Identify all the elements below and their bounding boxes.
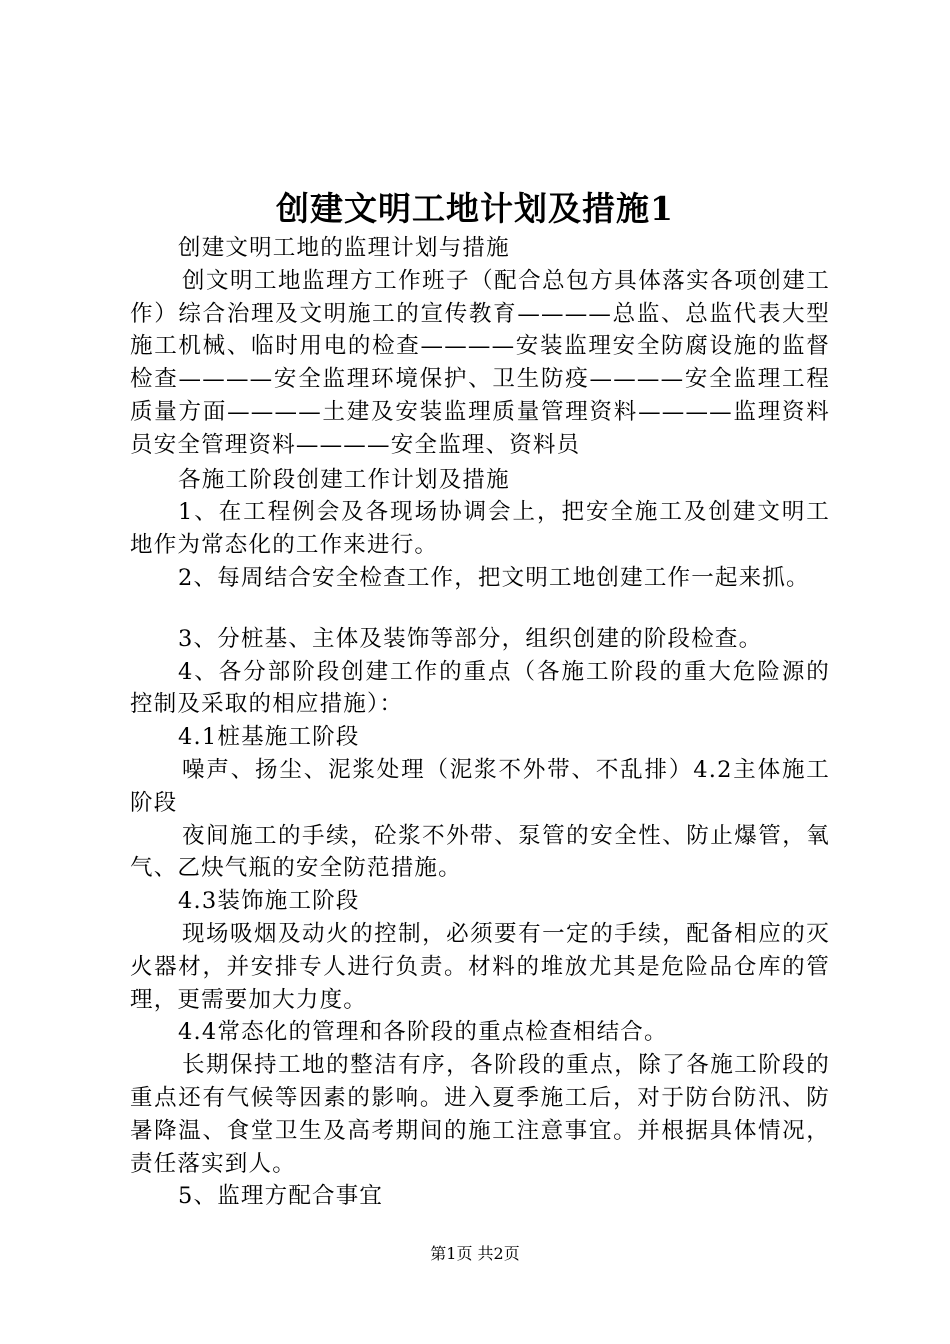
page-indicator: 第1页 共2页 bbox=[430, 1244, 520, 1263]
paragraph-item-1: 1、在工程例会及各现场协调会上，把安全施工及创建文明工地作为常态化的工作来进行。 bbox=[130, 499, 830, 559]
paragraph-item-4-3-detail: 现场吸烟及动火的控制，必须要有一定的手续，配备相应的灭火器材，并安排专人进行负责。材料的堆放尤其是危险品仓库的管理，更需要加大力度。 bbox=[130, 920, 830, 1013]
paragraph-subtitle: 创建文明工地的监理计划与措施 bbox=[178, 235, 510, 261]
paragraph-organization: 创文明工地监理方工作班子（配合总包方具体落实各项创建工作）综合治理及文明施工的宣传教育————总监、总监代表大型施工机械、临时用电的检查————安装监理安全防腐设施的监督检查————安全监理环境保护、卫生防疫————安全监理工程质量方面————土建及安装监理质量管理资料————监理资料员安全管理资料————安全监理、资料员 bbox=[130, 267, 830, 458]
paragraph-item-5: 5、监理方配合事宜 bbox=[178, 1183, 384, 1210]
paragraph-item-2: 2、每周结合安全检查工作，把文明工地创建工作一起来抓。 bbox=[178, 564, 810, 591]
paragraph-item-4: 4、各分部阶段创建工作的重点（各施工阶段的重大危险源的控制及采取的相应措施）： bbox=[130, 658, 830, 718]
paragraph-item-4-1-detail: 噪声、扬尘、泥浆处理（泥浆不外带、不乱排）4.2主体施工阶段 bbox=[130, 756, 830, 816]
paragraph-item-4-1: 4.1桩基施工阶段 bbox=[178, 724, 360, 751]
paragraph-item-4-2-detail: 夜间施工的手续，砼浆不外带、泵管的安全性、防止爆管，氧气、乙炔气瓶的安全防范措施。 bbox=[130, 822, 830, 882]
document-body bbox=[130, 232, 830, 1213]
paragraph-item-4-4: 4.4常态化的管理和各阶段的重点检查相结合。 bbox=[178, 1019, 668, 1046]
paragraph-item-4-4-detail: 长期保持工地的整洁有序，各阶段的重点，除了各施工阶段的重点还有气候等因素的影响。进入夏季施工后，对于防台防汛、防暑降温、食堂卫生及高考期间的施工注意事宜。并根据具体情况，责任落实到人。 bbox=[130, 1052, 830, 1177]
paragraph-section-heading: 各施工阶段创建工作计划及措施 bbox=[178, 466, 510, 493]
document-title: 创建文明工地计划及措施1 bbox=[276, 189, 674, 228]
paragraph-item-4-3: 4.3装饰施工阶段 bbox=[178, 888, 360, 915]
paragraph-item-3: 3、分桩基、主体及装饰等部分，组织创建的阶段检查。 bbox=[178, 625, 763, 652]
